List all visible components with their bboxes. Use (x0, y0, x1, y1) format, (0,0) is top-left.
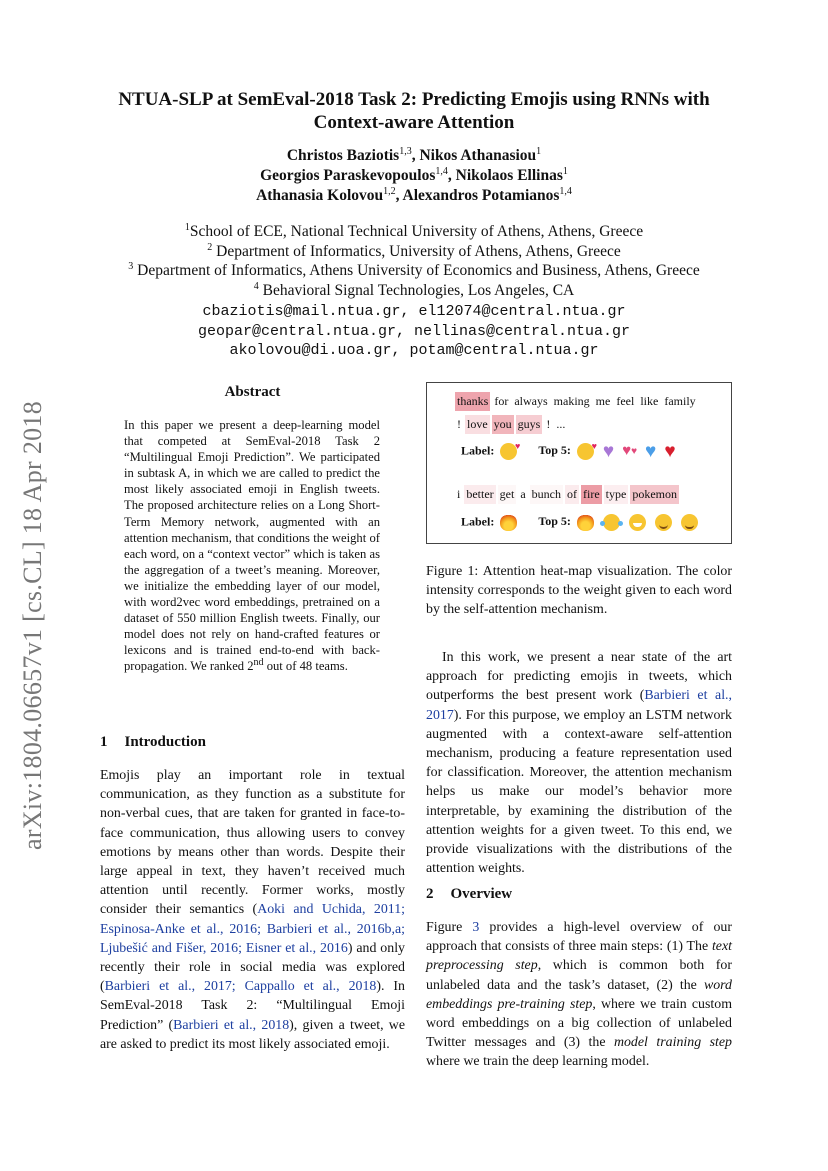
two-hearts-icon: ♥♥ (622, 443, 638, 459)
attention-word: ! (546, 417, 551, 431)
email-line-2: geopar@central.ntua.gr, nellinas@central.ntua.gr (197, 322, 631, 340)
figure-1-caption: Figure 1: Attention heat-map visualization. The color intensity corresponds to the weight given to each word by the self-attention mechanism. (426, 564, 732, 618)
example-1-predictions (461, 443, 681, 460)
affiliation-2: $^2$ Department of Informatics, University of Athens, Athens, Greece (207, 241, 621, 260)
face-blowing-kiss-icon: ♥ (577, 443, 594, 460)
abstract-heading: Abstract (224, 384, 281, 400)
top5-caption: Top 5: (538, 514, 571, 529)
attention-word: fire (581, 485, 602, 504)
title-line-1: NTUA-SLP at SemEval-2018 Task 2: Predicting Emojis using RNNs with (118, 89, 710, 110)
fire-icon (577, 514, 594, 531)
attention-word: making (553, 394, 590, 408)
right-column-paragraph: In this work, we present a near state of the art approach for predicting emojis in tweets, which outperforms the best present work (Barbieri et al., 2017). For this purpose, we employ an LSTM network augmented with a context-aware self-attention mechanism, producing a feature representation used for classification. Moreover, the attention mechanism helps us make our model’s behavior more interpretable, by examining the distribution of the attention weights for a given tweet. To this end, we provide visualizations with the distributions of the attention weights. (426, 650, 732, 877)
example-2-predictions (461, 514, 704, 531)
attention-word: feel (616, 394, 635, 408)
author-list (0, 146, 828, 206)
author-line-3: Athanasia Kolovou$^{1,2}$, Alexandros Potamianos$^{1,4}$ (256, 185, 572, 204)
paper-title (0, 88, 828, 134)
face-blowing-kiss-icon: ♥ (500, 443, 517, 460)
affiliation-4: $^4$ Behavioral Signal Technologies, Los Angeles, CA (253, 280, 575, 299)
affiliations (0, 222, 828, 300)
affiliation-1: $^1$School of ECE, National Technical University of Athens, Athens, Greece (184, 221, 644, 240)
attention-word: bunch (530, 485, 563, 504)
figure-ref-link[interactable]: 3 (472, 920, 480, 935)
citation-link[interactable]: Barbieri et al., 2017 (426, 688, 732, 723)
tears-of-joy-icon (603, 514, 620, 531)
label-caption: Label: (461, 514, 495, 529)
attention-word: you (492, 415, 514, 434)
author-line-2: Georgios Paraskevopoulos$^{1,4}$, Nikolaos Ellinas$^1$ (260, 165, 568, 184)
citation-link[interactable]: Aoki and Uchida, 2011; Espinosa-Anke et al., 2016; Barbieri et al., 2016b,a; Ljubešić and Fišer, 2016; Eisner et al., 2016 (100, 902, 405, 956)
citation-link[interactable]: Barbieri et al., 2018 (173, 1017, 290, 1033)
attention-word: ... (556, 417, 566, 431)
attention-word: pokemon (630, 485, 679, 504)
section-1-heading: 1 Introduction (100, 734, 206, 750)
example-1-row-1 (455, 392, 700, 411)
fire-icon (500, 514, 517, 531)
attention-word: better (464, 485, 495, 504)
attention-word: type (604, 485, 629, 504)
red-heart-icon: ♥ (664, 441, 676, 462)
citation-link[interactable]: Barbieri et al., 2017; Cappallo et al., 2018 (104, 979, 377, 995)
top5-caption: Top 5: (538, 443, 571, 458)
arxiv-stamp: arXiv:1804.06657v1 [cs.CL] 18 Apr 2018 (18, 400, 47, 850)
example-2-row-1 (455, 485, 681, 504)
example-1-row-2 (455, 415, 569, 434)
blue-heart-icon: ♥ (645, 441, 657, 462)
attention-word: a (520, 487, 526, 501)
attention-word: get (498, 485, 517, 504)
email-list (0, 302, 828, 361)
author-line-1: Christos Baziotis$^{1,3}$, Nikos Athanasiou$^1$ (286, 145, 542, 164)
attention-word: ! (457, 417, 461, 431)
grinning-face-icon (629, 514, 646, 531)
email-line-1: cbaziotis@mail.ntua.gr, el12074@central.ntua.gr (202, 303, 626, 320)
label-caption: Label: (461, 443, 495, 458)
attention-word: of (565, 485, 579, 504)
attention-word: i (457, 487, 461, 501)
attention-word: like (640, 394, 659, 408)
smiling-eyes-face-icon (655, 514, 672, 531)
attention-word: family (664, 394, 696, 408)
figure-1-attention-heatmap (426, 382, 732, 544)
attention-word: love (465, 415, 490, 434)
email-line-3: akolovou@di.uoa.gr, potam@central.ntua.gr (229, 342, 599, 359)
abstract-text: In this paper we present a deep-learning model that competed at SemEval-2018 Task 2 “Multilingual Emoji Prediction”. We participated in subtask A, in which we are called to predict the most likely associated emoji in English tweets. The proposed architecture relies on a Long Short-Term Memory network, augmented with an attention mechanism, that conditions the weight of each word, on a “context vector” which is taken as the aggregation of a tweet’s meaning. Moreover, we initialize the embedding layer of our model, with word2vec word embeddings, pretrained on a dataset of 550 million English tweets. Finally, our model does not rely on hand-crafted features or lexicons and is trained end-to-end with back-propagation. We ranked 2nd out of 48 teams. (124, 418, 380, 674)
attention-word: guys (516, 415, 543, 434)
affiliation-3: $^3$ Department of Informatics, Athens University of Economics and Business, Athens, Greece (128, 260, 700, 279)
purple-heart-icon: ♥ (602, 441, 615, 462)
attention-word: thanks (455, 392, 490, 411)
overview-paragraph: Figure 3 provides a high-level overview of our approach that consists of three main steps: (1) The text preprocessing step, which is common both for unlabeled data and the task’s dataset, (2) the word embeddings pre-training step, where we train custom word embeddings on a big collection of unlabeled Twitter messages and (3) the model training step where we train the deep learning model. (426, 920, 732, 1070)
attention-word: always (514, 394, 548, 408)
attention-word: for (494, 394, 509, 408)
section-2-heading: 2 Overview (426, 886, 513, 902)
attention-word: me (595, 394, 611, 408)
winking-face-icon (681, 514, 698, 531)
intro-paragraph: Emojis play an important role in textual communication, as they function as a substitute for non-verbal cues, that are taken for granted in face-to-face communication, thus allowing users to convey emotions by means other than words. Despite their large appeal in text, they haven’t received much attention until recently. Former works, mostly consider their semantics (Aoki and Uchida, 2011; Espinosa-Anke et al., 2016; Barbieri et al., 2016b,a; Ljubešić and Fišer, 2016; Eisner et al., 2016) and only recently their role in social media was explored (Barbieri et al., 2017; Cappallo et al., 2018). In SemEval-2018 Task 2: “Multilingual Emoji Prediction” (Barbieri et al., 2018), given a tweet, we are asked to predict its most likely associated emoji. (100, 768, 405, 1052)
title-line-2: Context-aware Attention (313, 112, 515, 133)
